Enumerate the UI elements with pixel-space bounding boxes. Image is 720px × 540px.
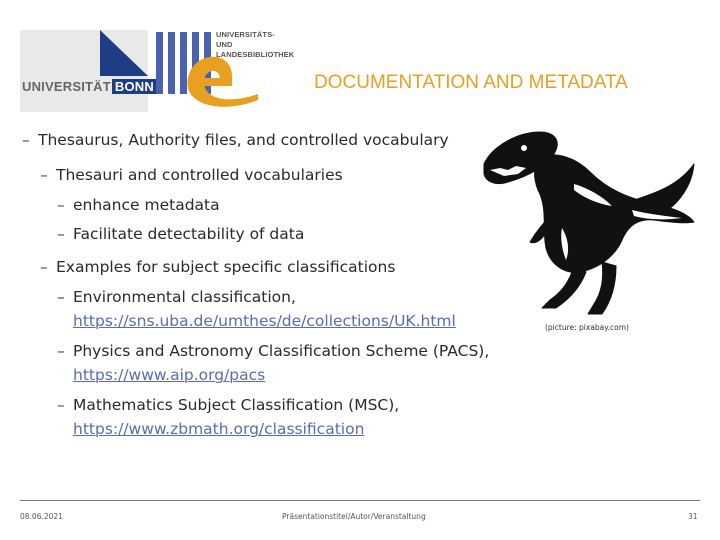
bullet-level2 xyxy=(40,258,395,276)
dinosaur-illustration xyxy=(478,124,696,320)
link-row xyxy=(73,366,265,384)
bullet-level1 xyxy=(22,131,449,149)
footer-divider xyxy=(20,500,700,501)
logo-block xyxy=(20,30,310,112)
pacs-link[interactable]: https://www.aip.org/pacs xyxy=(73,366,266,384)
footer-presentation-info: Präsentationstitel/Autor/Veranstaltung xyxy=(282,512,426,521)
bullet-text: Physics and Astronomy Classification Scheme (PACS), xyxy=(73,342,490,360)
logo-triangle xyxy=(100,30,148,76)
bullet-text: Thesaurus, Authority files, and controlled vocabulary xyxy=(38,131,449,149)
footer-date: 08.06.2021 xyxy=(20,512,63,521)
link-row xyxy=(73,420,364,438)
logo-university-text xyxy=(22,79,154,99)
bullet-dash: – xyxy=(57,342,65,360)
environmental-classification-link[interactable]: https://sns.uba.de/umthes/de/collections/UK.html xyxy=(73,312,456,330)
bullet-level3 xyxy=(57,342,489,360)
bullet-level3 xyxy=(57,288,296,306)
bullet-text: Facilitate detectability of data xyxy=(73,225,305,243)
bullet-level3 xyxy=(57,196,220,214)
bullet-dash: – xyxy=(57,225,65,243)
bullet-level3 xyxy=(57,396,399,414)
logo-bonn-word: BONN xyxy=(112,79,157,94)
bullet-level3 xyxy=(57,225,304,243)
msc-link[interactable]: https://www.zbmath.org/classification xyxy=(73,420,365,438)
bullet-dash: – xyxy=(57,196,65,214)
slide-title: DOCUMENTATION AND METADATA xyxy=(314,72,628,93)
dinosaur-icon xyxy=(478,124,696,320)
bullet-dash: – xyxy=(57,396,65,414)
link-row xyxy=(73,312,456,330)
library-name xyxy=(216,30,312,60)
bullet-dash: – xyxy=(22,131,30,149)
library-name-line2: UND LANDESBIBLIOTHEK xyxy=(216,40,295,59)
library-logo xyxy=(154,30,310,112)
bullet-dash: – xyxy=(40,258,48,276)
bullet-dash: – xyxy=(57,288,65,306)
picture-caption: (picture: pixabay.com) xyxy=(545,323,629,332)
bullet-dash: – xyxy=(40,166,48,184)
bullet-level2 xyxy=(40,166,343,184)
university-bonn-logo xyxy=(20,30,154,112)
page-number: 31 xyxy=(688,512,698,521)
bullet-text: enhance metadata xyxy=(73,196,220,214)
bullet-text: Thesauri and controlled vocabularies xyxy=(56,166,343,184)
bullet-text: Mathematics Subject Classification (MSC), xyxy=(73,396,400,414)
bullet-text: Examples for subject specific classifications xyxy=(56,258,396,276)
logo-university-word: UNIVERSITÄT xyxy=(22,79,111,94)
bullet-text: Environmental classification, xyxy=(73,288,296,306)
library-name-line1: UNIVERSITÄTS- xyxy=(216,30,275,39)
